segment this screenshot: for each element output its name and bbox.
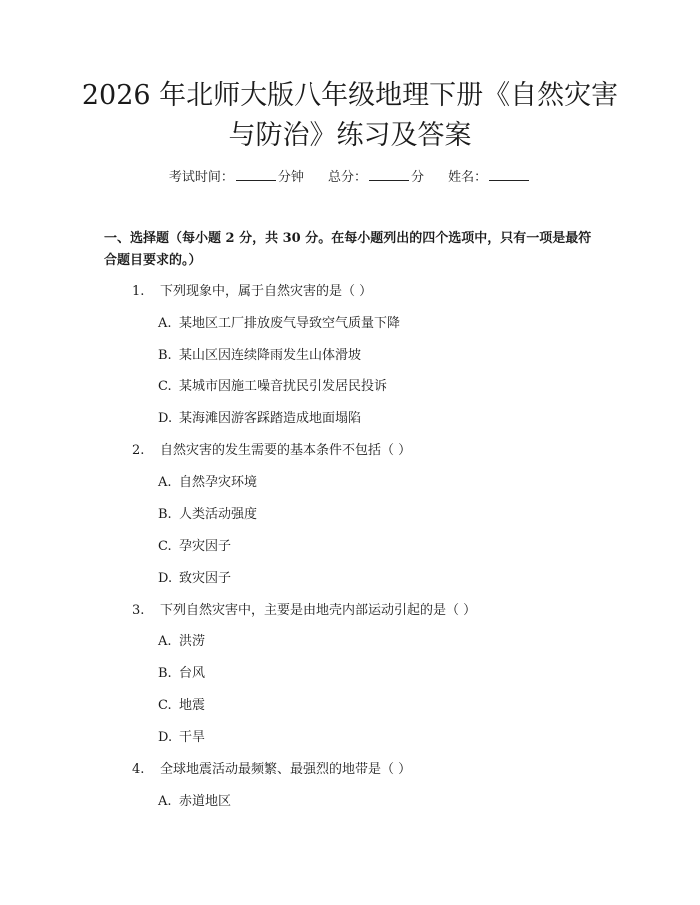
total-score-field [328,170,428,185]
option-text: 孕灾因子 [179,539,232,554]
option-letter: C. [158,698,172,713]
question-text: 下列自然灾害中，主要是由地壳内部运动引起的是（ ） [160,603,477,618]
question-number: 3. [132,603,145,618]
option-text: 台风 [179,666,206,681]
title-line-1: 2026 年北师大版八年级地理下册《自然灾害 [81,80,619,111]
option-text: 自然孕灾环境 [179,475,258,490]
option-letter: B. [158,666,172,681]
document-title [60,76,640,156]
option-text: 某城市因施工噪音扰民引发居民投诉 [179,379,388,394]
option-letter: A. [158,634,172,649]
option-letter: C. [158,379,172,394]
question-number: 1. [132,284,145,299]
exam-info-line [0,168,700,187]
option-text: 人类活动强度 [179,507,258,522]
option-letter: A. [158,794,172,809]
option-text: 干旱 [179,730,206,745]
exam-time-unit: 分钟 [277,170,304,185]
student-name-blank [489,168,529,181]
option-letter: B. [158,348,172,363]
option-letter: D. [158,571,173,586]
option-text: 地震 [179,698,206,713]
student-name-label: 姓名： [448,170,488,185]
title-line-2: 与防治》练习及答案 [228,120,472,151]
option-letter: D. [158,730,173,745]
option-text: 致灾因子 [179,571,232,586]
question-number: 2. [132,443,145,458]
question-text: 自然灾害的发生需要的基本条件不包括（ ） [160,443,412,458]
total-score-label: 总分： [327,170,367,185]
option-letter: A. [158,316,172,331]
question-text: 全球地震活动最频繁、最强烈的地带是（ ） [160,762,412,777]
option-text: 赤道地区 [179,794,232,809]
total-score-blank [369,168,409,181]
question-number: 4. [132,762,145,777]
exam-time-field [169,170,308,185]
option-text: 洪涝 [179,634,206,649]
option-text: 某地区工厂排放废气导致空气质量下降 [179,316,401,331]
student-name-field [448,170,531,185]
exam-time-blank [236,168,276,181]
option-text: 某山区因连续降雨发生山体滑坡 [179,348,362,363]
exam-time-label: 考试时间： [168,170,234,185]
question-text: 下列现象中，属于自然灾害的是（ ） [160,284,373,299]
section-heading: 一、选择题（每小题 2 分，共 30 分。在每小题列出的四个选项中，只有一项是最符合题目要求的。） [104,231,592,268]
option-letter: D. [158,411,173,426]
option-letter: C. [158,539,172,554]
option-letter: A. [158,475,172,490]
option-letter: B. [158,507,172,522]
total-score-unit: 分 [411,170,425,185]
option-text: 某海滩因游客踩踏造成地面塌陷 [179,411,362,426]
